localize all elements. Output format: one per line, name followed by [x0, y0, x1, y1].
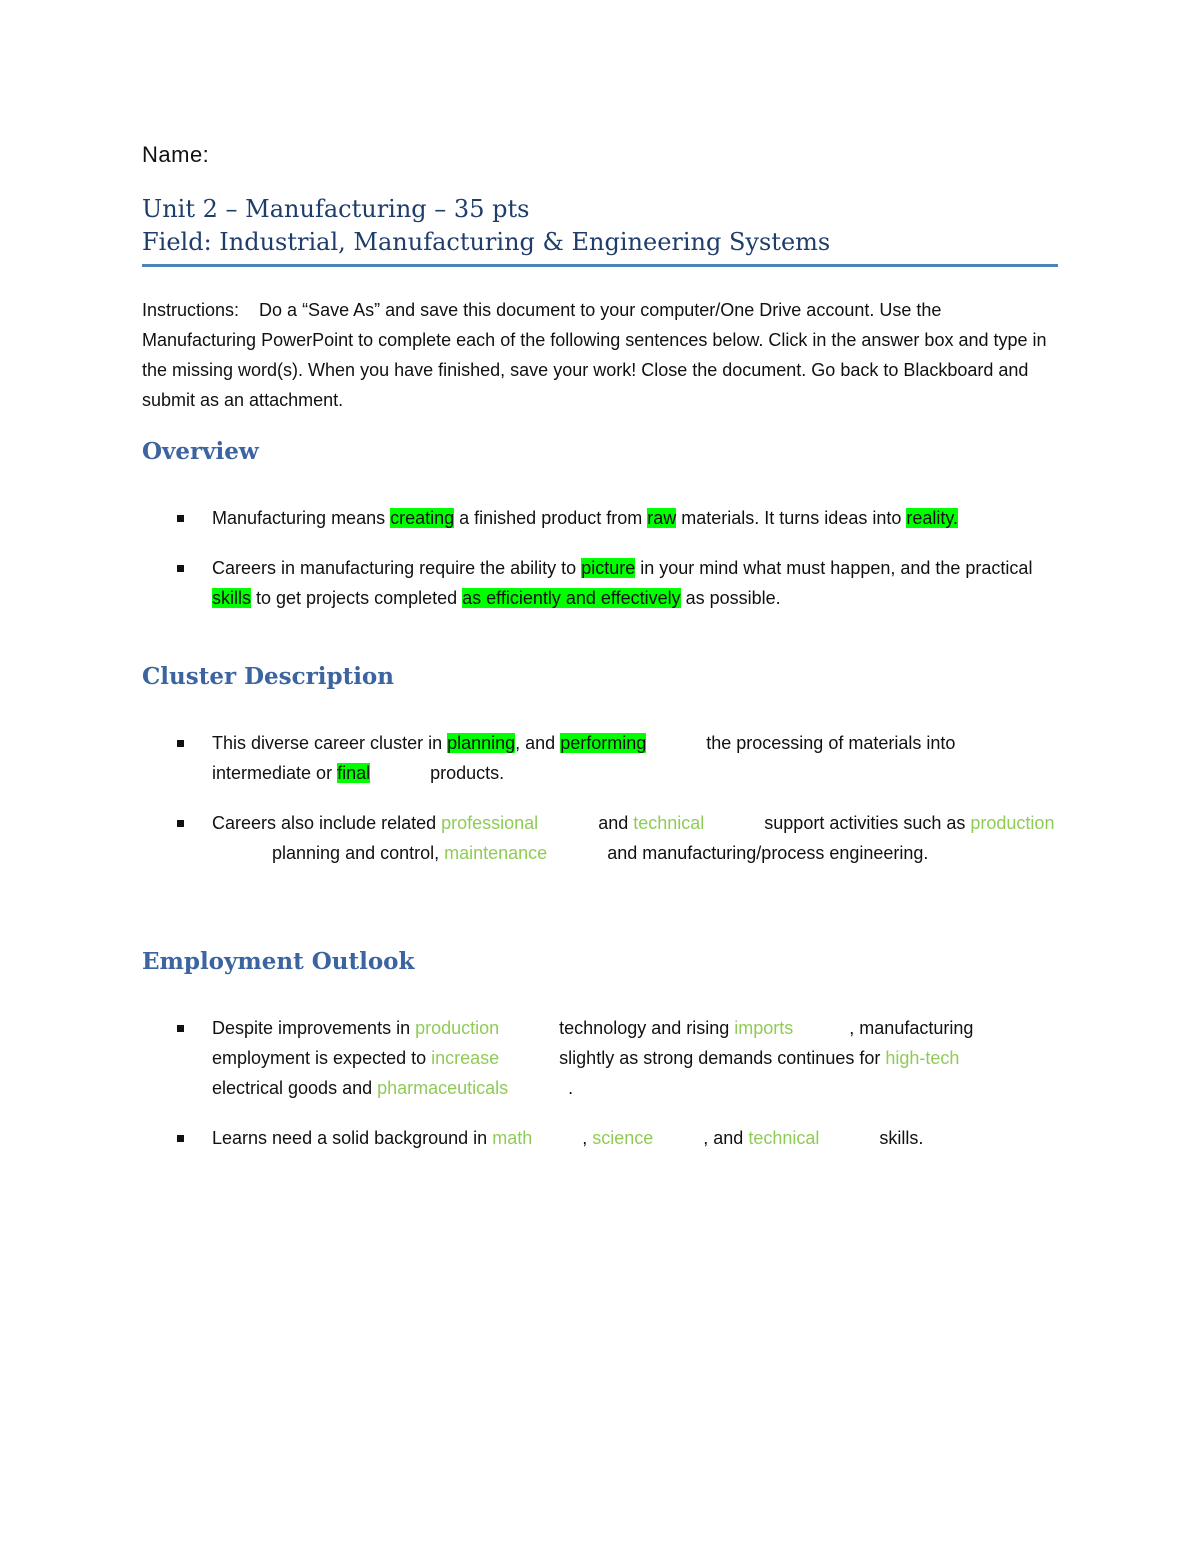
cluster-list: [142, 728, 1058, 888]
list-item: Learns need a solid background in math , science , and technical skills.: [142, 1123, 1058, 1153]
overview-list: [142, 503, 1058, 633]
answer-field[interactable]: production: [970, 813, 1055, 833]
list-item: Careers also include related professional and technical support activities such as productionplanning and control, maintenance and manufacturing/process engineering.: [142, 808, 1058, 868]
employment-list: [142, 1013, 1058, 1173]
square-bullet-icon: [177, 565, 184, 572]
title-divider: [142, 264, 1058, 267]
answer-field[interactable]: imports: [734, 1018, 794, 1038]
answer-field[interactable]: raw: [647, 508, 677, 528]
name-label: Name:: [142, 142, 210, 167]
answer-field[interactable]: technical: [633, 813, 705, 833]
answer-field[interactable]: high-tech: [885, 1048, 960, 1068]
square-bullet-icon: [177, 820, 184, 827]
square-bullet-icon: [177, 515, 184, 522]
list-item: Manufacturing means creating a finished product from raw materials. It turns ideas into reality.: [142, 503, 1058, 533]
answer-field[interactable]: creating: [390, 508, 455, 528]
answer-field[interactable]: final: [337, 763, 371, 783]
square-bullet-icon: [177, 740, 184, 747]
answer-field[interactable]: maintenance: [444, 843, 548, 863]
answer-field[interactable]: increase: [431, 1048, 500, 1068]
answer-field[interactable]: as efficiently and effectively: [462, 588, 681, 608]
answer-field[interactable]: planning: [447, 733, 516, 753]
answer-field[interactable]: performing: [560, 733, 647, 753]
list-item: Careers in manufacturing require the ability to picture in your mind what must happen, and the practical skills to get projects completed as efficiently and effectively as possible.: [142, 553, 1058, 613]
answer-field[interactable]: math: [492, 1128, 533, 1148]
square-bullet-icon: [177, 1025, 184, 1032]
list-item: This diverse career cluster in planning, and performing the processing of materials into intermediate or final products.: [142, 728, 1058, 788]
answer-field[interactable]: picture: [581, 558, 636, 578]
title-field: Field: Industrial, Manufacturing & Engineering Systems: [142, 228, 831, 256]
title-unit: Unit 2 – Manufacturing – 35 pts: [142, 195, 530, 223]
answer-field[interactable]: pharmaceuticals: [377, 1078, 509, 1098]
heading-employment-outlook: Employment Outlook: [142, 948, 415, 975]
answer-field[interactable]: production: [415, 1018, 500, 1038]
answer-field[interactable]: professional: [441, 813, 539, 833]
instructions-paragraph: Instructions: Do a “Save As” and save this document to your computer/One Drive account. Use the Manufacturing PowerPoint to complete each of the following sentences below. Click in the answer box and type in the missing word(s). When you have finished, save your work! Close the document. Go back to Blackboard and submit as an attachment.: [142, 300, 1047, 410]
answer-field[interactable]: technical: [748, 1128, 820, 1148]
answer-field[interactable]: skills: [212, 588, 251, 608]
square-bullet-icon: [177, 1135, 184, 1142]
answer-field[interactable]: reality.: [906, 508, 959, 528]
heading-overview: Overview: [142, 438, 259, 465]
list-item: Despite improvements in production technology and rising imports , manufacturing employment is expected to increase slightly as strong demands continues for high-techelectrical goods and pharmaceuticals .: [142, 1013, 1058, 1103]
heading-cluster-description: Cluster Description: [142, 663, 394, 690]
answer-field[interactable]: science: [592, 1128, 654, 1148]
document-title: [142, 193, 1058, 259]
